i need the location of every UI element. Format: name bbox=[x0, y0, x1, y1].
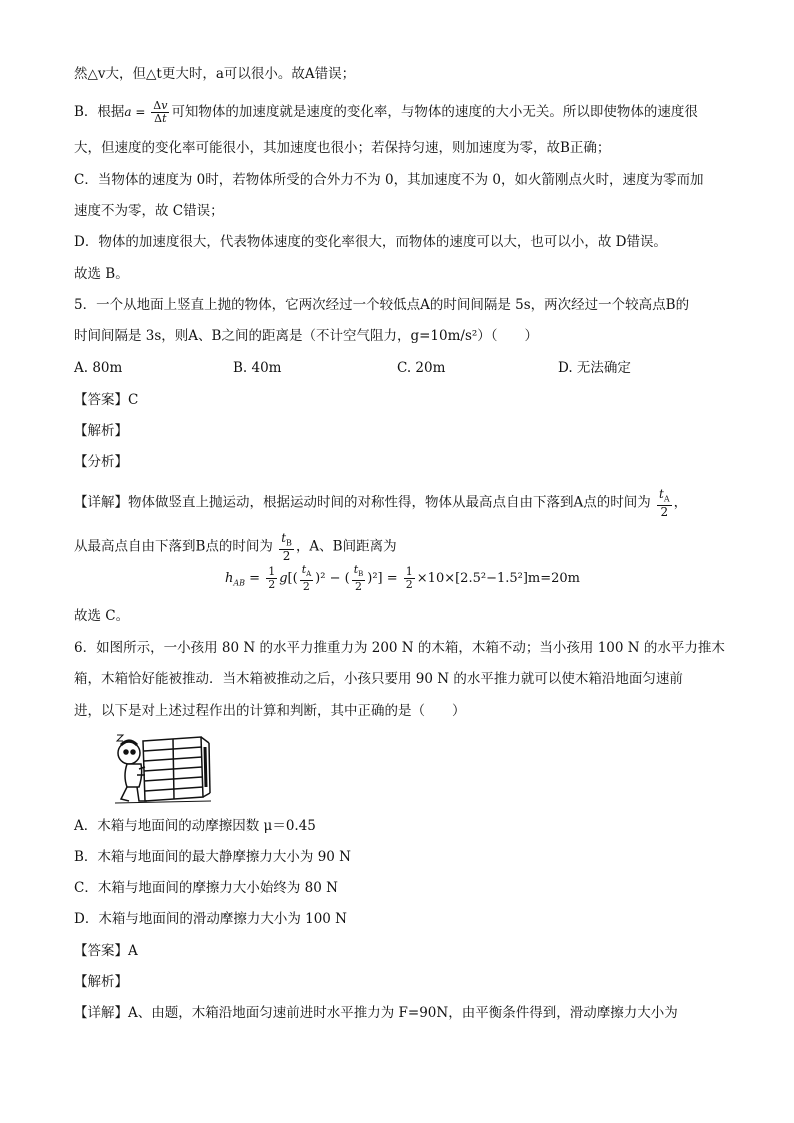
q5-option-b: B. 40m bbox=[233, 360, 282, 376]
q5-fenxi-heading: 【分析】 bbox=[74, 454, 128, 470]
q5-stem: 5．一个从地面上竖直上抛的物体，它两次经过一个较低点A的时间间隔是 5s，两次经过一个较高点B的 bbox=[74, 297, 690, 313]
q6-answer: 【答案】A bbox=[74, 943, 138, 959]
q5-option-d: D. 无法确定 bbox=[558, 360, 631, 376]
q6-stem: 6．如图所示，一小孩用 80 N 的水平力推重力为 200 N 的木箱，木箱不动；当小孩用 100 N 的水平力推木 bbox=[74, 640, 725, 656]
q5-answer: 【答案】C bbox=[74, 392, 139, 408]
q5-options bbox=[74, 358, 714, 378]
q6-stem: 箱，木箱恰好能被推动．当木箱被推动之后，小孩只要用 90 N 的水平推力就可以使木箱沿地面匀速前 bbox=[74, 671, 683, 687]
text-line: B．根据a = $\frac{\Delta v}{\Delta t}$ 可知物体的加速度就是速度的变化率，与物体的速度的大小无关。所以即使物体的速度很 bbox=[74, 99, 698, 125]
q6-detail: 【详解】A、由题，木箱沿地面匀速前进时水平推力为 F=90N，由平衡条件得到，滑动摩擦力大小为 bbox=[74, 1005, 678, 1021]
text-line: 然△v大，但△t更大时，a可以很小。故A错误； bbox=[74, 66, 356, 82]
fraction-tb-2: $\frac{t_B}{2}$ bbox=[281, 531, 292, 564]
q5-analysis-heading: 【解析】 bbox=[74, 423, 128, 439]
q5-option-a: A. 80m bbox=[74, 360, 123, 376]
q6-stem: 进，以下是对上述过程作出的计算和判断，其中正确的是（ ） bbox=[74, 703, 466, 719]
q6-option-d: D．木箱与地面间的滑动摩擦力大小为 100 N bbox=[74, 911, 347, 927]
text-line: 大，但速度的变化率可能很小，其加速度也很小；若保持匀速，则加速度为零，故B正确； bbox=[74, 140, 611, 156]
q6-option-c: C．木箱与地面间的摩擦力大小始终为 80 N bbox=[74, 880, 338, 896]
text-line: 故选 B。 bbox=[74, 266, 129, 282]
q5-option-c: C. 20m bbox=[397, 360, 446, 376]
q5-detail: 从最高点自由下落到B点的时间为 $\frac{t_B}{2}$ ，A、B间距离为 bbox=[74, 531, 397, 564]
q6-analysis-heading: 【解析】 bbox=[74, 974, 128, 990]
q5-detail: 【详解】物体做竖直上抛运动，根据运动时间的对称性得，物体从最高点自由下落到A点的时间为 $\frac{t_A}{2}$ ， bbox=[74, 487, 688, 520]
q6-option-b: B．木箱与地面间的最大静摩擦力大小为 90 N bbox=[74, 849, 351, 865]
child-pushing-crate-illustration bbox=[113, 731, 213, 807]
text-line: D．物体的加速度很大，代表物体速度的变化率很大，而物体的速度可以大，也可以小，故 D错误。 bbox=[74, 234, 667, 250]
text-line: C．当物体的速度为 0时，若物体所受的合外力不为 0，其加速度不为 0，如火箭刚点火时，速度为零而加 bbox=[74, 172, 704, 188]
q5-stem: 时间间隔是 3s，则A、B之间的距离是（不计空气阻力，g=10m/s²）（ ） bbox=[74, 328, 539, 344]
q6-option-a: A．木箱与地面间的动摩擦因数 μ＝0.45 bbox=[74, 818, 316, 834]
text-line: 速度不为零，故 C错误； bbox=[74, 203, 224, 219]
q5-formula: $h_{AB}$ = $\frac{1}{2}$ g[( $\frac{t_A}{2}$ )² − ( $\frac{t_B}{2}$ )²] = $\frac{1}{2}$ ×10×[2.5²−1.5²]m=20m bbox=[225, 563, 581, 594]
formula-a-dv-dt: a = $\frac{\Delta v}{\Delta t}$ bbox=[124, 99, 168, 125]
fraction-ta-2: $\frac{t_A}{2}$ bbox=[659, 487, 670, 520]
q5-conclusion: 故选 C。 bbox=[74, 608, 130, 624]
